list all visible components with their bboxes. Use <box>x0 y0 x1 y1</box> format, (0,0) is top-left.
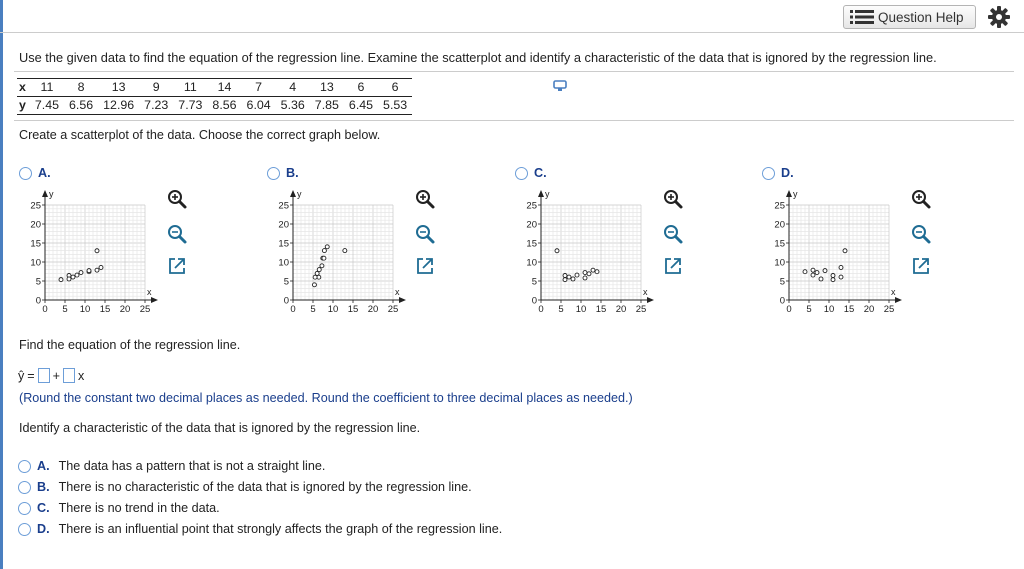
scatterplot-b <box>273 186 413 318</box>
x-tick-label: 0 <box>42 304 48 315</box>
y-tick-label: 25 <box>30 200 41 212</box>
x-tick-label: 15 <box>595 304 607 315</box>
y-tick-label: 0 <box>779 295 785 307</box>
y-cell: 6.56 <box>64 97 98 115</box>
data-point <box>71 275 75 279</box>
y-axis-label: y <box>297 189 302 199</box>
y-cell: 7.45 <box>30 97 64 115</box>
x-tick-label: 5 <box>806 304 812 315</box>
grid <box>293 205 393 300</box>
radio-answer-d[interactable] <box>18 523 31 536</box>
answer-option-d[interactable] <box>18 522 502 536</box>
x-tick-label: 0 <box>786 304 792 315</box>
y-axis-arrow <box>538 190 544 197</box>
divider <box>14 120 1014 121</box>
y-tick-label: 5 <box>531 276 537 288</box>
x-tick-label: 10 <box>79 304 91 315</box>
regression-prompt: Find the equation of the regression line. <box>19 338 241 352</box>
answer-option-a[interactable] <box>18 459 325 473</box>
x-variable: x <box>78 368 85 383</box>
y-tick-label: 5 <box>35 276 41 288</box>
data-point <box>320 264 324 268</box>
data-point <box>591 268 595 272</box>
popout-icon[interactable] <box>166 255 188 277</box>
divider <box>14 71 1014 72</box>
data-point <box>811 273 815 277</box>
radio-b[interactable] <box>267 167 280 180</box>
y-tick-label: 20 <box>774 219 785 231</box>
x-tick-label: 15 <box>843 304 855 315</box>
answer-letter: A. <box>37 459 50 473</box>
data-point <box>322 256 326 260</box>
data-point <box>587 272 591 276</box>
data-point <box>583 271 587 275</box>
question-help-button[interactable] <box>843 5 976 29</box>
zoom-out-icon[interactable] <box>414 223 436 245</box>
x-cell: 11 <box>30 79 64 97</box>
zoom-in-icon[interactable] <box>166 188 188 210</box>
y-tick-label: 5 <box>283 276 289 288</box>
x-tick-label: 20 <box>863 304 875 315</box>
x-cell: 13 <box>98 79 139 97</box>
regression-equation <box>18 368 84 383</box>
radio-c[interactable] <box>515 167 528 180</box>
x-tick-label: 20 <box>615 304 627 315</box>
y-tick-label: 10 <box>30 257 41 269</box>
left-accent-bar <box>0 0 3 569</box>
x-cell: 9 <box>139 79 173 97</box>
data-point <box>87 269 91 273</box>
x-tick-label: 15 <box>99 304 111 315</box>
y-tick-label: 15 <box>774 238 785 250</box>
zoom-in-icon[interactable] <box>414 188 436 210</box>
question-help-label: Question Help <box>878 9 964 25</box>
characteristic-prompt: Identify a characteristic of the data that is ignored by the regression line. <box>19 421 421 435</box>
data-point <box>99 265 103 269</box>
zoom-out-icon[interactable] <box>166 223 188 245</box>
x-axis-arrow <box>895 297 902 303</box>
y-tick-label: 10 <box>526 257 537 269</box>
data-point <box>567 275 571 279</box>
graph-option-d[interactable] <box>762 166 794 180</box>
x-cell: 14 <box>207 79 241 97</box>
data-point <box>595 270 599 274</box>
data-point <box>563 278 567 282</box>
data-point <box>79 271 83 275</box>
graph-option-b[interactable] <box>267 166 299 180</box>
y-cell: 5.53 <box>378 97 412 115</box>
data-point <box>815 271 819 275</box>
y-tick-label: 20 <box>526 219 537 231</box>
gear-icon[interactable] <box>987 5 1011 29</box>
x-axis-arrow <box>151 297 158 303</box>
data-point <box>575 273 579 277</box>
y-tick-label: 5 <box>779 276 785 288</box>
y-cell: 6.04 <box>242 97 276 115</box>
data-point <box>583 276 587 280</box>
data-point <box>343 249 347 253</box>
zoom-out-icon[interactable] <box>662 223 684 245</box>
y-tick-label: 0 <box>531 295 537 307</box>
y-cell: 6.45 <box>344 97 378 115</box>
x-tick-label: 5 <box>62 304 68 315</box>
x-row-label: x <box>17 79 30 97</box>
grid <box>789 205 889 300</box>
radio-answer-b[interactable] <box>18 481 31 494</box>
option-letter: B. <box>286 166 299 180</box>
data-point <box>843 249 847 253</box>
y-tick-label: 15 <box>526 238 537 250</box>
y-tick-label: 25 <box>526 200 537 212</box>
graph-option-a[interactable] <box>19 166 51 180</box>
y-tick-label: 10 <box>278 257 289 269</box>
radio-a[interactable] <box>19 167 32 180</box>
data-point <box>831 273 835 277</box>
data-point <box>313 275 317 279</box>
x-cell: 7 <box>242 79 276 97</box>
data-point <box>95 249 99 253</box>
zoom-in-icon[interactable] <box>910 188 932 210</box>
x-tick-label: 10 <box>327 304 339 315</box>
answer-option-c[interactable] <box>18 501 220 515</box>
option-letter: A. <box>38 166 51 180</box>
x-axis-label: x <box>147 287 152 297</box>
data-point <box>555 249 559 253</box>
x-axis-arrow <box>399 297 406 303</box>
constant-input[interactable] <box>38 368 50 383</box>
x-tick-label: 25 <box>387 304 399 315</box>
x-tick-label: 0 <box>538 304 544 315</box>
answer-text: There is no characteristic of the data that is ignored by the regression line. <box>58 480 472 494</box>
y-cell: 12.96 <box>98 97 139 115</box>
x-axis-label: x <box>891 287 896 297</box>
scatterplot-c <box>521 186 661 318</box>
grid <box>45 205 145 300</box>
y-axis-label: y <box>545 189 550 199</box>
popout-icon[interactable] <box>910 255 932 277</box>
graph-option-c[interactable] <box>515 166 547 180</box>
y-tick-label: 25 <box>774 200 785 212</box>
data-point <box>571 277 575 281</box>
data-point <box>839 275 843 279</box>
x-tick-label: 10 <box>823 304 835 315</box>
x-cell: 4 <box>276 79 310 97</box>
answer-text: There is no trend in the data. <box>58 501 220 515</box>
answer-option-b[interactable] <box>18 480 472 494</box>
answer-letter: D. <box>37 522 50 536</box>
y-cell: 7.85 <box>310 97 344 115</box>
x-tick-label: 25 <box>139 304 151 315</box>
data-point <box>317 268 321 272</box>
answer-letter: B. <box>37 480 50 494</box>
x-tick-label: 25 <box>635 304 647 315</box>
x-tick-label: 5 <box>558 304 564 315</box>
option-letter: D. <box>781 166 794 180</box>
y-tick-label: 0 <box>35 295 41 307</box>
x-tick-label: 25 <box>883 304 895 315</box>
question-instruction: Use the given data to find the equation of the regression line. Examine the scatterplot and identify a characteristic of the data that is ignored by the regression line. <box>19 50 937 65</box>
x-axis-label: x <box>395 287 400 297</box>
x-cell: 13 <box>310 79 344 97</box>
y-tick-label: 10 <box>774 257 785 269</box>
popout-icon[interactable] <box>662 255 684 277</box>
x-tick-label: 0 <box>290 304 296 315</box>
data-point <box>59 278 63 282</box>
y-tick-label: 15 <box>30 238 41 250</box>
x-tick-label: 10 <box>575 304 587 315</box>
radio-answer-a[interactable] <box>18 460 31 473</box>
copy-data-icon[interactable] <box>553 80 567 92</box>
data-point <box>819 277 823 281</box>
y-tick-label: 20 <box>278 219 289 231</box>
x-axis-arrow <box>647 297 654 303</box>
rounding-note: (Round the constant two decimal places as needed. Round the coefficient to three decimal places as needed.) <box>19 391 633 405</box>
answer-text: The data has a pattern that is not a straight line. <box>58 459 326 473</box>
y-axis-arrow <box>786 190 792 197</box>
coefficient-input[interactable] <box>63 368 75 383</box>
data-point <box>803 270 807 274</box>
y-cell: 7.23 <box>139 97 173 115</box>
x-tick-label: 5 <box>310 304 316 315</box>
plus-sign: + <box>52 368 61 383</box>
data-point <box>831 278 835 282</box>
y-axis-arrow <box>290 190 296 197</box>
answer-letter: C. <box>37 501 50 515</box>
data-point <box>67 277 71 281</box>
data-point <box>563 273 567 277</box>
x-cell: 6 <box>378 79 412 97</box>
equals-sign: = <box>27 368 35 383</box>
scatterplot-d <box>769 186 909 318</box>
data-point <box>823 269 827 273</box>
y-axis-arrow <box>42 190 48 197</box>
y-hat: ŷ <box>18 368 25 383</box>
data-point <box>312 283 316 287</box>
data-point <box>322 249 326 253</box>
y-cell: 7.73 <box>173 97 207 115</box>
y-tick-label: 0 <box>283 295 289 307</box>
scatterplot-a <box>25 186 165 318</box>
top-toolbar <box>0 0 1024 33</box>
y-cell: 8.56 <box>207 97 241 115</box>
radio-d[interactable] <box>762 167 775 180</box>
y-axis-label: y <box>49 189 54 199</box>
y-tick-label: 20 <box>30 219 41 231</box>
answer-text: There is an influential point that strongly affects the graph of the regression line. <box>58 522 503 536</box>
x-tick-label: 20 <box>367 304 379 315</box>
data-table <box>17 78 412 115</box>
popout-icon[interactable] <box>414 255 436 277</box>
x-tick-label: 20 <box>119 304 131 315</box>
y-tick-label: 15 <box>278 238 289 250</box>
x-tick-label: 15 <box>347 304 359 315</box>
x-axis-label: x <box>643 287 648 297</box>
list-icon <box>850 9 874 25</box>
data-point <box>315 271 319 275</box>
y-tick-label: 25 <box>278 200 289 212</box>
zoom-out-icon[interactable] <box>910 223 932 245</box>
data-point <box>95 268 99 272</box>
zoom-in-icon[interactable] <box>662 188 684 210</box>
y-cell: 5.36 <box>276 97 310 115</box>
option-letter: C. <box>534 166 547 180</box>
y-axis-label: y <box>793 189 798 199</box>
data-point <box>811 268 815 272</box>
data-point <box>839 265 843 269</box>
x-cell: 6 <box>344 79 378 97</box>
scatter-prompt: Create a scatterplot of the data. Choose the correct graph below. <box>19 128 381 142</box>
radio-answer-c[interactable] <box>18 502 31 515</box>
x-cell: 11 <box>173 79 207 97</box>
x-cell: 8 <box>64 79 98 97</box>
data-point <box>325 245 329 249</box>
y-row-label: y <box>17 97 30 115</box>
data-point <box>75 273 79 277</box>
